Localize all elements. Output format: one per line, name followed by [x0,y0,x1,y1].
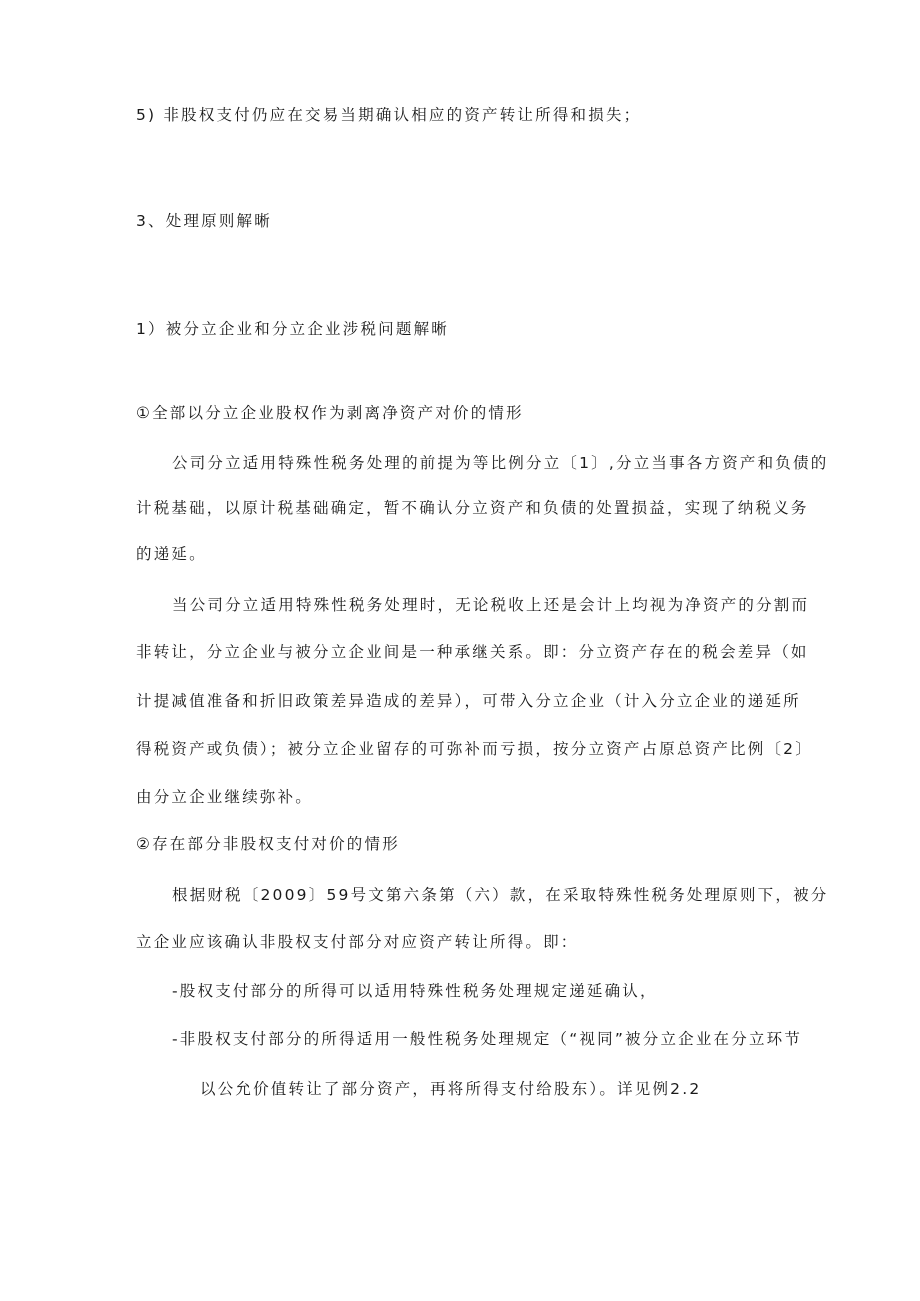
dash-item-continuation: 以公允价值转让了部分资产，再将所得支付给股东）。详见例2.2 [200,1080,702,1098]
paragraph-line: 当公司分立适用特殊性税务处理时，无论税收上还是会计上均视为净资产的分割而 [172,596,810,614]
paragraph-line: 的递延。 [136,545,207,563]
subsection-heading: 1）被分立企业和分立企业涉税问题解晰 [136,320,449,338]
paragraph-line: 立企业应该确认非股权支付部分对应资产转让所得。即： [136,933,579,951]
dash-item: -股权支付部分的所得可以适用特殊性税务处理规定递延确认， [172,982,658,1000]
paragraph-line: 计提减值准备和折旧政策差异造成的差异），可带入分立企业（计入分立企业的递延所 [136,692,801,710]
paragraph-line: 由分立企业继续弥补。 [136,788,314,806]
dash-item: -非股权支付部分的所得适用一般性税务处理规定（“视同”被分立企业在分立环节 [172,1030,803,1048]
paragraph-line: 公司分立适用特殊性税务处理的前提为等比例分立〔1〕,分立当事各方资产和负债的 [172,454,829,472]
case-heading-1: ①全部以分立企业股权作为剥离净资产对价的情形 [136,404,524,422]
paragraph-line: 根据财税〔2009〕59号文第六条第（六）款，在采取特殊性税务处理原则下，被分 [172,886,829,904]
list-item-5: 5) 非股权支付仍应在交易当期确认相应的资产转让所得和损失； [136,106,642,124]
case-heading-2: ②存在部分非股权支付对价的情形 [136,835,400,853]
paragraph-line: 非转让，分立企业与被分立企业间是一种承继关系。即：分立资产存在的税会差异（如 [136,643,809,661]
section-heading: 3、处理原则解晰 [136,212,272,230]
paragraph-line: 得税资产或负债）；被分立企业留存的可弥补而亏损，按分立资产占原总资产比例〔2〕 [136,740,813,758]
paragraph-line: 计税基础，以原计税基础确定，暂不确认分立资产和负债的处置损益，实现了纳税义务 [136,499,809,517]
